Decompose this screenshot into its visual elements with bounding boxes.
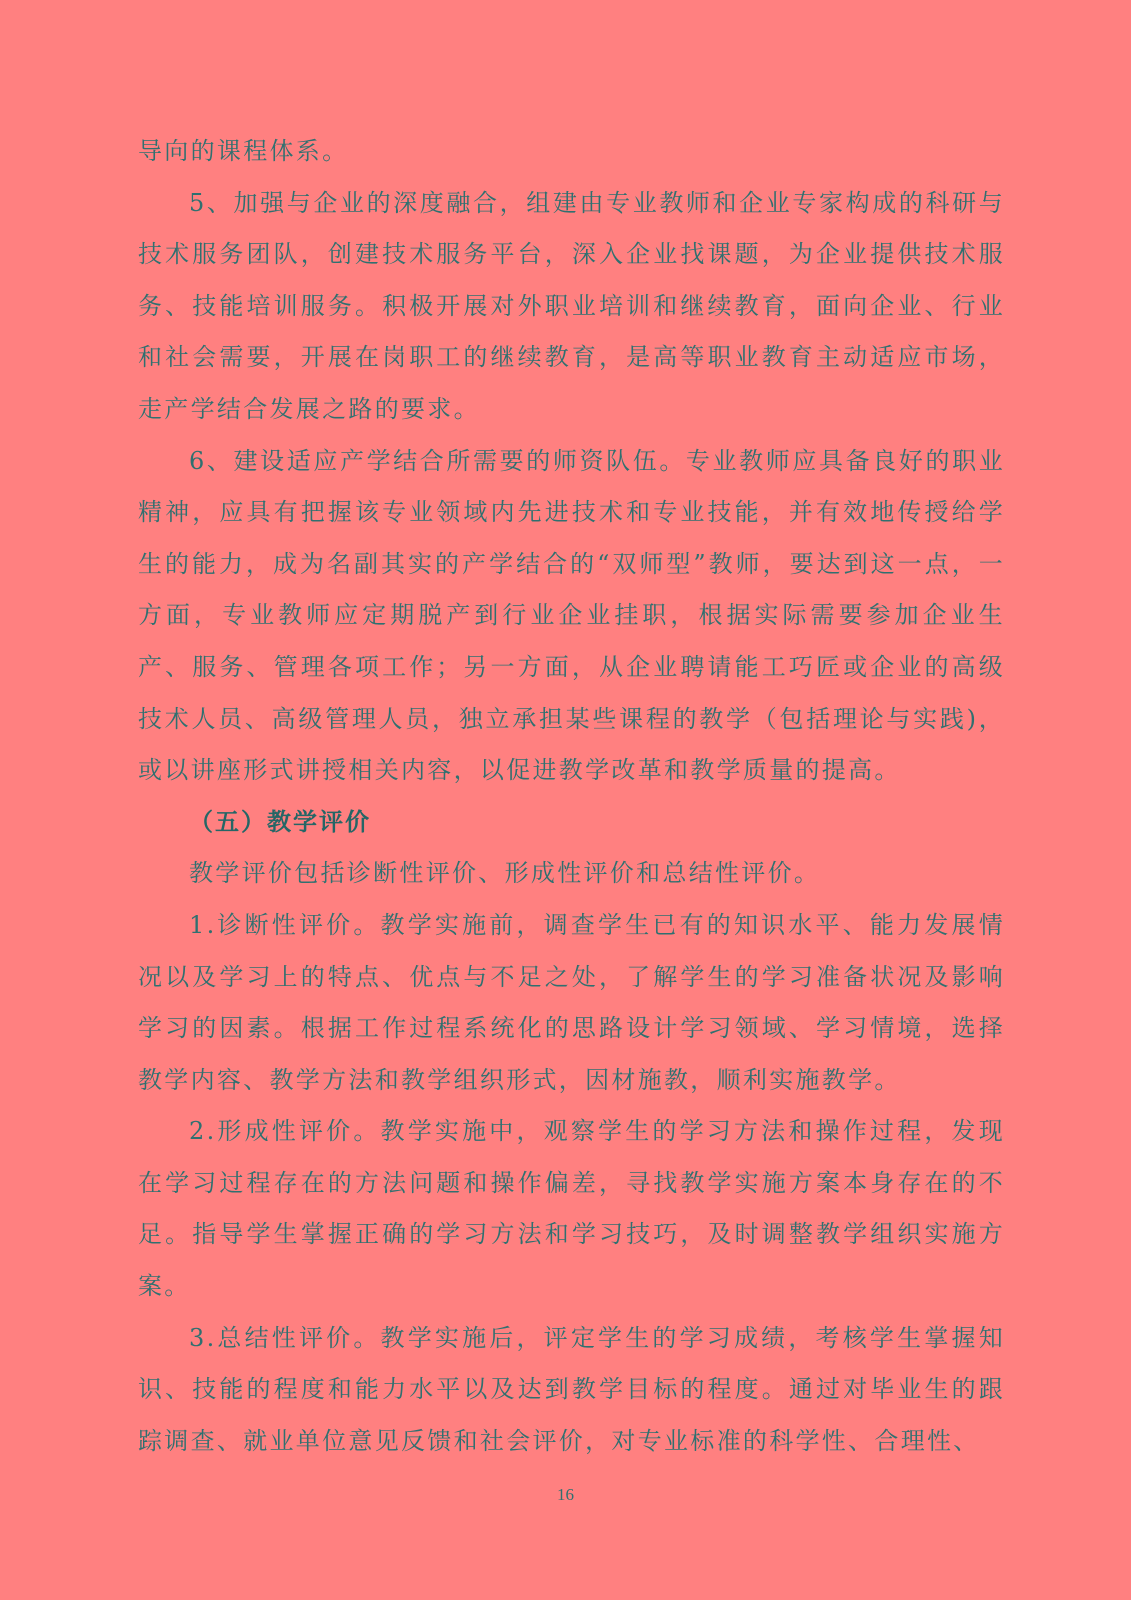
section-heading-teaching-evaluation: （五）教学评价 <box>189 807 371 836</box>
paragraph-item-5: 5、加强与企业的深度融合，组建由专业教师和企业专家构成的科研与技术服务团队，创建技术服务平台，深入企业找课题，为企业提供技术服务、技能培训服务。积极开展对外职业培训和继续教育，面向企业、行业和社会需要，开展在岗职工的继续教育，是高等职业教育主动适应市场，走产学结合发展之路的要求。 <box>138 188 1005 423</box>
paragraph-diagnostic-evaluation: 1.诊断性评价。教学实施前，调查学生已有的知识水平、能力发展情况以及学习上的特点、优点与不足之处，了解学生的学习准备状况及影响学习的因素。根据工作过程系统化的思路设计学习领域、学习情境，选择教学内容、教学方法和教学组织形式，因材施教，顺利实施教学。 <box>138 910 1005 1094</box>
paragraph-item-6: 6、建设适应产学结合所需要的师资队伍。专业教师应具备良好的职业精神，应具有把握该专业领域内先进技术和专业技能，并有效地传授给学生的能力，成为名副其实的产学结合的“双师型”教师，要达到这一点，一方面，专业教师应定期脱产到行业企业挂职，根据实际需要参加企业生产、服务、管理各项工作；另一方面，从企业聘请能工巧匠或企业的高级技术人员、高级管理人员，独立承担某些课程的教学（包括理论与实践)，或以讲座形式讲授相关内容，以促进教学改革和教学质量的提高。 <box>138 446 1005 785</box>
paragraph-evaluation-intro: 教学评价包括诊断性评价、形成性评价和总结性评价。 <box>189 859 821 888</box>
paragraph-continuation: 导向的课程体系。 <box>138 137 349 165</box>
paragraph-summative-evaluation: 3.总结性评价。教学实施后，评定学生的学习成绩，考核学生掌握知识、技能的程度和能力水平以及达到教学目标的程度。通过对毕业生的跟踪调查、就业单位意见反馈和社会评价，对专业标准的科学性、合理性、 <box>138 1323 1005 1455</box>
paragraph-formative-evaluation: 2.形成性评价。教学实施中，观察学生的学习方法和操作过程，发现在学习过程存在的方法问题和操作偏差，寻找教学实施方案本身存在的不足。指导学生掌握正确的学习方法和学习技巧，及时调整教学组织实施方案。 <box>138 1117 1005 1301</box>
page-number: 16 <box>557 1485 574 1504</box>
